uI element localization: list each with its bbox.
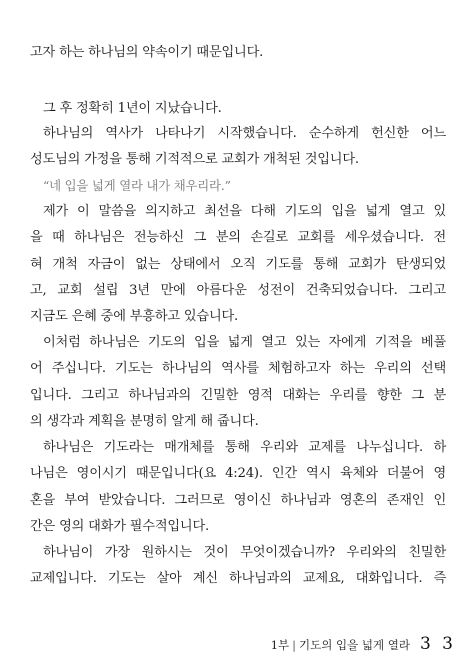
text-line: 나님은 영이시기 때문입니다(요 4:24). 인간 역시 육체와 더불어 영 <box>30 466 446 481</box>
text-line: 제가 이 말씀을 의지하고 최선을 다해 기도의 입을 넓게 열고 있 <box>43 204 446 219</box>
page-number: 3 3 <box>419 634 456 654</box>
text-line: 어 주십니다. 기도는 하나님의 역사를 체험하고자 하는 우리의 선택 <box>30 361 446 376</box>
text-line: 지금도 은혜 중에 부흥하고 있습니다. <box>30 309 239 324</box>
text-line: 입니다. 그리고 하나님과의 긴밀한 영적 대화는 우리를 향한 그 분 <box>30 388 446 403</box>
text-line: 하나님이 가장 원하시는 것이 무엇이겠습니까? 우리와의 친밀한 <box>43 545 446 560</box>
text-line: 혼을 부여 받았습니다. 그러므로 영이신 하나님과 영혼의 존재인 인 <box>30 493 446 508</box>
text-line: 하나님은 기도라는 매개체를 통해 우리와 교제를 나누십니다. 하 <box>43 440 446 455</box>
footer-separator: | <box>292 638 296 652</box>
text-line: 이처럼 하나님은 기도의 입을 넓게 열고 있는 자에게 기적을 베풀 <box>43 335 446 350</box>
text-line: 을 때 하나님은 전능하신 그 분의 손길로 교회를 세우셨습니다. 전 <box>30 230 446 245</box>
text-line: 고, 교회 설립 3년 만에 아름다운 성전이 건축되었습니다. 그리고 <box>30 283 446 298</box>
text-line: 성도님의 가정을 통해 기적적으로 교회가 개척된 것입니다. <box>30 152 359 167</box>
text-line: 간은 영의 대화가 필수적입니다. <box>30 519 209 534</box>
footer-chapter-title: 기도의 입을 넓게 열라 <box>299 638 410 652</box>
text-line: 그 후 정확히 1년이 지났습니다. <box>43 101 222 116</box>
text-line: 교제입니다. 기도는 살아 계신 하나님과의 교제요, 대화입니다. 즉 <box>30 571 446 586</box>
scripture-quote: “네 입을 넓게 열라 내가 채우리라.” <box>43 178 231 193</box>
page-footer <box>271 634 456 654</box>
footer-part-label: 1부 <box>270 638 290 652</box>
text-line: 하나님의 역사가 나타나기 시작했습니다. 순수하게 헌신한 어느 <box>43 126 446 141</box>
text-line: 의 생각과 계획을 분명히 알게 해 줍니다. <box>30 414 259 429</box>
text-line: 고자 하는 하나님의 약속이기 때문입니다. <box>30 45 264 60</box>
text-line: 혀 개척 자금이 없는 상태에서 오직 기도를 통해 교회가 탄생되었 <box>30 257 446 272</box>
